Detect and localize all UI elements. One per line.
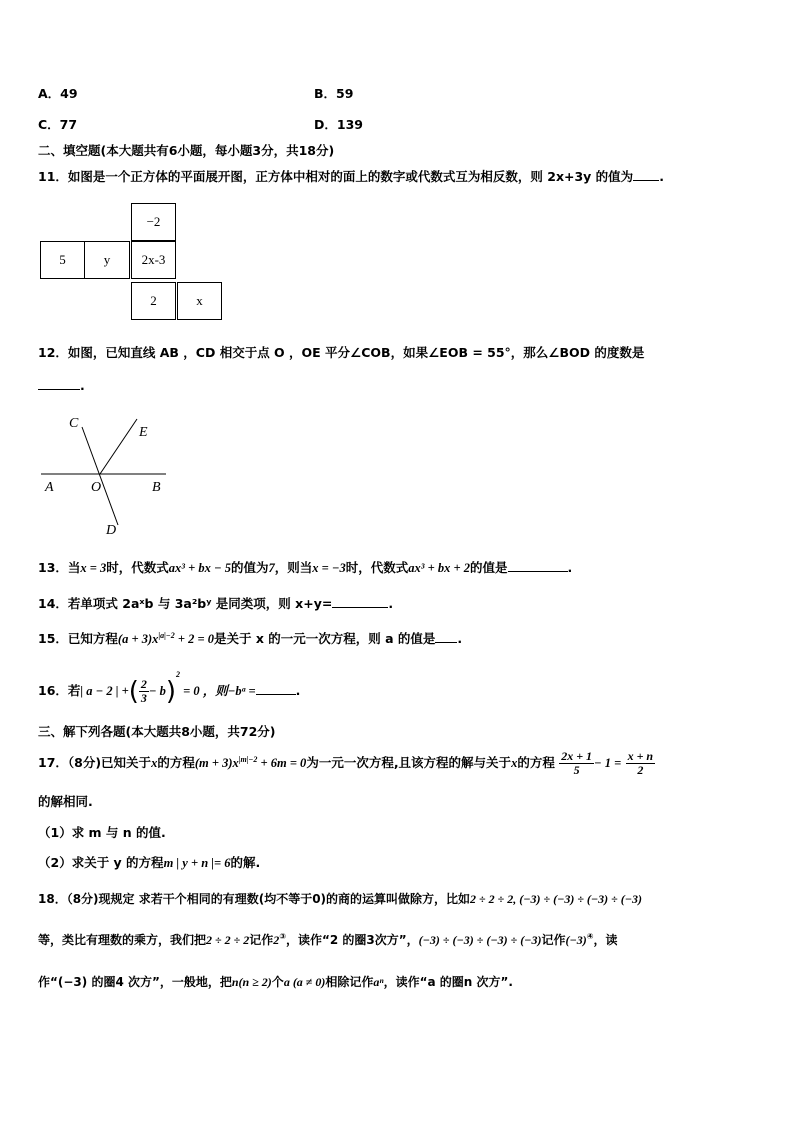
ray-oe xyxy=(100,419,137,474)
net-cell-top: −2 xyxy=(131,203,176,241)
q17-fraction-1 xyxy=(559,750,594,777)
net-cell-bottom: 2 xyxy=(131,282,176,320)
q18-line2d: 2 xyxy=(273,933,280,947)
q16-eq: = 0 ，则 xyxy=(180,684,228,698)
q13-expr1: ax³ + bx − 5 xyxy=(168,561,231,575)
q17-mid3: 的方程 xyxy=(517,755,555,770)
q18-line2e: ③ xyxy=(279,932,286,941)
q18-line3c: 个 xyxy=(271,975,284,989)
q17-p2eq: m | y + n |= 6 xyxy=(163,856,231,870)
answer-blank xyxy=(633,168,659,181)
q16-fnum: 2 xyxy=(140,677,147,691)
q17-fraction-2 xyxy=(626,750,656,777)
label-d: D xyxy=(106,523,117,538)
q16-rest: − b xyxy=(148,684,166,698)
q17-eq: (m + 3)x xyxy=(194,756,239,770)
q17-exp: |m|−2 xyxy=(238,754,258,764)
question-17 xyxy=(38,750,655,777)
q15-eq: (a + 3)x xyxy=(117,632,159,646)
q18-line2k: ，读 xyxy=(593,933,618,947)
option-d: D．139 xyxy=(314,117,363,132)
question-11-text: 11．如图是一个正方体的平面展开图，正方体中相对的面上的数字或代数式互为相反数，则 2x+3y 的值为 xyxy=(38,169,634,184)
net-cell-mid: y xyxy=(85,241,130,279)
question-12 xyxy=(38,343,644,361)
q15-tail: . xyxy=(457,631,463,646)
q17-line2: 的解相同. xyxy=(38,794,93,809)
question-12-answer xyxy=(38,377,85,393)
q18-line3a: 作“(−3) 的圈4 次方”，一般地，把 xyxy=(38,975,232,989)
q17-x1: x xyxy=(151,756,158,770)
q18-line3d: a (a ≠ 0) xyxy=(283,975,326,989)
question-18-line3 xyxy=(38,973,513,990)
q17-minus: − 1 = xyxy=(594,756,622,770)
q13-mid3: ，则当 xyxy=(274,560,313,575)
q13-pre: 13．当 xyxy=(38,560,81,575)
q16-abs: | a − 2 | + xyxy=(80,684,129,698)
q18-line2j: ④ xyxy=(586,932,594,941)
q13-expr2: ax³ + bx + 2 xyxy=(408,561,470,575)
q13-cond1: x = 3 xyxy=(80,561,107,575)
q15-eq2: + 2 = 0 xyxy=(174,632,214,646)
question-15 xyxy=(38,629,462,647)
question-11 xyxy=(38,167,664,185)
option-c: C．77 xyxy=(38,117,78,132)
answer-blank xyxy=(435,630,457,643)
label-e: E xyxy=(139,425,148,440)
q18-line2g: (−3) ÷ (−3) ÷ (−3) ÷ (−3) xyxy=(418,933,542,947)
q13-cond2: x = −3 xyxy=(312,561,346,575)
section-3-heading: 三、解下列各题(本大题共8小题，共72分) xyxy=(38,724,276,739)
option-b: B．59 xyxy=(314,86,354,101)
question-13 xyxy=(38,558,572,576)
label-a: A xyxy=(45,480,54,495)
question-16 xyxy=(38,670,300,707)
q18-line3e: 相除记作 xyxy=(325,975,374,989)
q16-fden: 3 xyxy=(140,691,147,705)
q18-line1a: 18．（8分)现规定 求若干个相同的有理数(均不等于0)的商的运算叫做除方，比如 xyxy=(38,892,471,906)
net-cell-right: x xyxy=(177,282,222,320)
q17-mid1: 的方程 xyxy=(157,755,195,770)
net-cell-center: 2x-3 xyxy=(131,241,176,279)
q13-mid5: 的值是 xyxy=(470,560,508,575)
q17-f2den: 2 xyxy=(637,763,644,777)
answer-blank xyxy=(508,559,568,572)
label-o: O xyxy=(91,480,102,495)
question-12-text: 12．如图，已知直线 AB ，CD 相交于点 O ，OE 平分∠COB，如果∠EOB = 55°，那么∠BOD 的度数是 xyxy=(38,345,645,360)
line-cd xyxy=(82,427,118,525)
q17-mid2: 为一元一次方程,且该方程的解与关于 xyxy=(306,755,512,770)
q13-mid1: 时，代数式 xyxy=(106,560,169,575)
answer-blank xyxy=(332,595,388,608)
q13-val: 7 xyxy=(268,561,275,575)
q13-mid2: 的值为 xyxy=(231,560,269,575)
q17-x2: x xyxy=(511,756,518,770)
label-b: B xyxy=(152,480,161,495)
q13-tail: . xyxy=(567,560,573,575)
q17-eq2: + 6m = 0 xyxy=(257,756,307,770)
q16-tail: . xyxy=(295,683,301,698)
q15-pre: 15．已知方程 xyxy=(38,631,118,646)
q18-line3g: ，读作“a 的圈n 次方”. xyxy=(383,975,513,989)
q18-line3f: aⁿ xyxy=(373,975,384,989)
q17-f1den: 5 xyxy=(573,763,580,777)
q17-f2num: x + n xyxy=(627,749,654,763)
q13-mid4: 时，代数式 xyxy=(345,560,409,575)
q18-line2i: (−3) xyxy=(565,933,587,947)
option-a: A．49 xyxy=(38,86,78,101)
q17-pre: 17．（8分)已知关于 xyxy=(38,755,152,770)
q16-sq: 2 xyxy=(176,670,180,679)
q16-rparen: ) xyxy=(165,676,176,707)
q17-part2 xyxy=(38,853,260,871)
q18-line1b: 2 ÷ 2 ÷ 2, (−3) ÷ (−3) ÷ (−3) ÷ (−3) xyxy=(470,892,643,906)
question-14-tail: . xyxy=(388,596,394,611)
question-14-text: 14．若单项式 2aˣb 与 3a²bʸ 是同类项，则 x+y= xyxy=(38,596,333,611)
net-cell-left: 5 xyxy=(40,241,85,279)
question-11-tail: . xyxy=(659,169,664,184)
q17-part1: （1）求 m 与 n 的值. xyxy=(38,825,166,840)
q17-p2post: 的解. xyxy=(230,855,261,870)
q17-f1num: 2x + 1 xyxy=(561,749,593,763)
question-18-line2 xyxy=(38,931,618,948)
question-14 xyxy=(38,594,393,612)
q18-line2a: 等，类比有理数的乘方，我们把 xyxy=(38,933,207,947)
q18-line2c: 记作 xyxy=(249,933,274,947)
q15-post: 是关于 x 的一元一次方程，则 a 的值是 xyxy=(213,631,436,646)
q18-line2h: 记作 xyxy=(541,933,566,947)
answer-blank xyxy=(256,682,296,695)
q17-p2pre: （2）求关于 y 的方程 xyxy=(38,855,164,870)
question-12-tail: . xyxy=(80,378,85,393)
q18-line3b: n(n ≥ 2) xyxy=(231,975,272,989)
q18-line2b: 2 ÷ 2 ÷ 2 xyxy=(206,933,250,947)
q16-fraction xyxy=(139,678,149,705)
q15-exp: |a|−2 xyxy=(158,630,175,640)
q16-res: −bᵃ = xyxy=(227,684,256,698)
answer-blank xyxy=(38,377,80,390)
section-2-heading: 二、填空题(本大题共有6小题，每小题3分，共18分) xyxy=(38,143,335,158)
q16-lparen: ( xyxy=(128,676,139,707)
angle-diagram xyxy=(30,405,180,540)
label-c: C xyxy=(69,416,79,431)
q16-pre: 16．若 xyxy=(38,683,81,698)
q18-line2f: ，读作“2 的圈3次方”， xyxy=(285,933,419,947)
question-18-line1 xyxy=(38,890,642,907)
